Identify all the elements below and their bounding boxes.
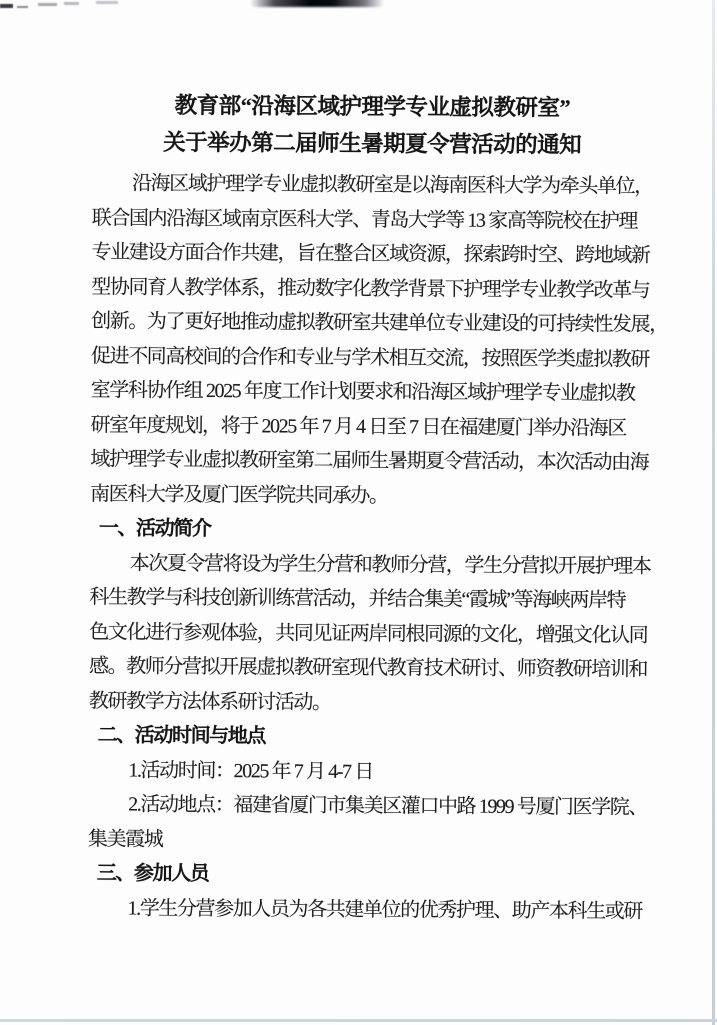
intro-paragraph-line: 创新。为了更好地推动虚拟教研室共建单位专业建设的可持续性发展， [91, 310, 668, 336]
scan-mark-top-left [0, 4, 13, 8]
section-body-line: 教研教学方法体系研讨活动。 [88, 689, 331, 714]
intro-paragraph-line: 室学科协作组 2025 年度工作计划要求和沿海区域护理学专业虚拟教 [90, 379, 635, 405]
scan-mark-top-left [17, 6, 28, 8]
intro-paragraph-line: 专业建设方面合作共建，旨在整合区域资源，探索跨时空、跨地域新 [91, 241, 650, 267]
scan-mark-top-left [64, 2, 79, 5]
intro-paragraph-line: 南医科大学及厦门医学院共同承办。 [90, 482, 388, 507]
list-item-continuation: 集美霞城 [87, 827, 163, 851]
intro-paragraph-line: 促进不同高校间的合作和专业与学术相互交流，按照医学类虚拟教研 [90, 344, 649, 371]
scan-mark-top-left [38, 3, 57, 6]
section-body-line: 色文化进行参观体验，共同见证两岸同根同源的文化，增强文化认同 [89, 620, 648, 647]
section-body-line: 感。教师分营拟开展虚拟教研室现代教育技术研讨、师资教研培训和 [88, 655, 648, 681]
list-item-student-participants: 1.学生分营参加人员为各共建单位的优秀护理、助产本科生或研 [127, 897, 643, 923]
section-heading-time-place: 二、活动时间与地点 [97, 724, 266, 748]
scan-page-edge-right [712, 0, 715, 1025]
scan-mark-top-left [96, 1, 118, 4]
intro-paragraph-line: 型协同育人教学体系，推动数字化教学背景下护理学专业教学改革与 [91, 275, 650, 302]
intro-paragraph-line: 沿海区域护理学专业虚拟教研室是以海南医科大学为牵头单位， [131, 172, 653, 198]
intro-paragraph-line: 研室年度规划，将于 2025 年 7 月 4 日至 7 日在福建厦门举办沿海区 [90, 413, 626, 440]
intro-paragraph-line: 域护理学专业虚拟教研室第二届师生暑期夏令营活动，本次活动由海 [90, 448, 649, 474]
scan-page-edge-bottom [0, 1019, 717, 1022]
section-body-line: 科生教学与科技创新训练营活动，并结合集美“霞城”等海峡两岸特 [89, 586, 626, 612]
notice-document [87, 86, 668, 928]
list-item-activity-time: 1.活动时间：2025 年 7 月 4-7 日 [128, 759, 373, 783]
scan-smudge-top-edge [250, 0, 384, 7]
list-item-activity-place: 2.活动地点：福建省厦门市集美区灌口中路 1999 号厦门医学院、 [128, 793, 648, 819]
section-heading-activity-intro: 一、活动简介 [98, 517, 211, 541]
document-title-line-1: 教育部“沿海区域护理学专业虚拟教研室” [174, 92, 571, 121]
section-body-line: 本次夏令营将设为学生分营和教师分营，学生分营拟开展护理本 [129, 552, 651, 578]
section-heading-participants: 三、参加人员 [96, 862, 209, 886]
intro-paragraph-line: 联合国内沿海区域南京医科大学、青岛大学等 13 家高等院校在护理 [91, 206, 638, 233]
document-title-line-2: 关于举办第二届师生暑期夏令营活动的通知 [163, 129, 582, 158]
